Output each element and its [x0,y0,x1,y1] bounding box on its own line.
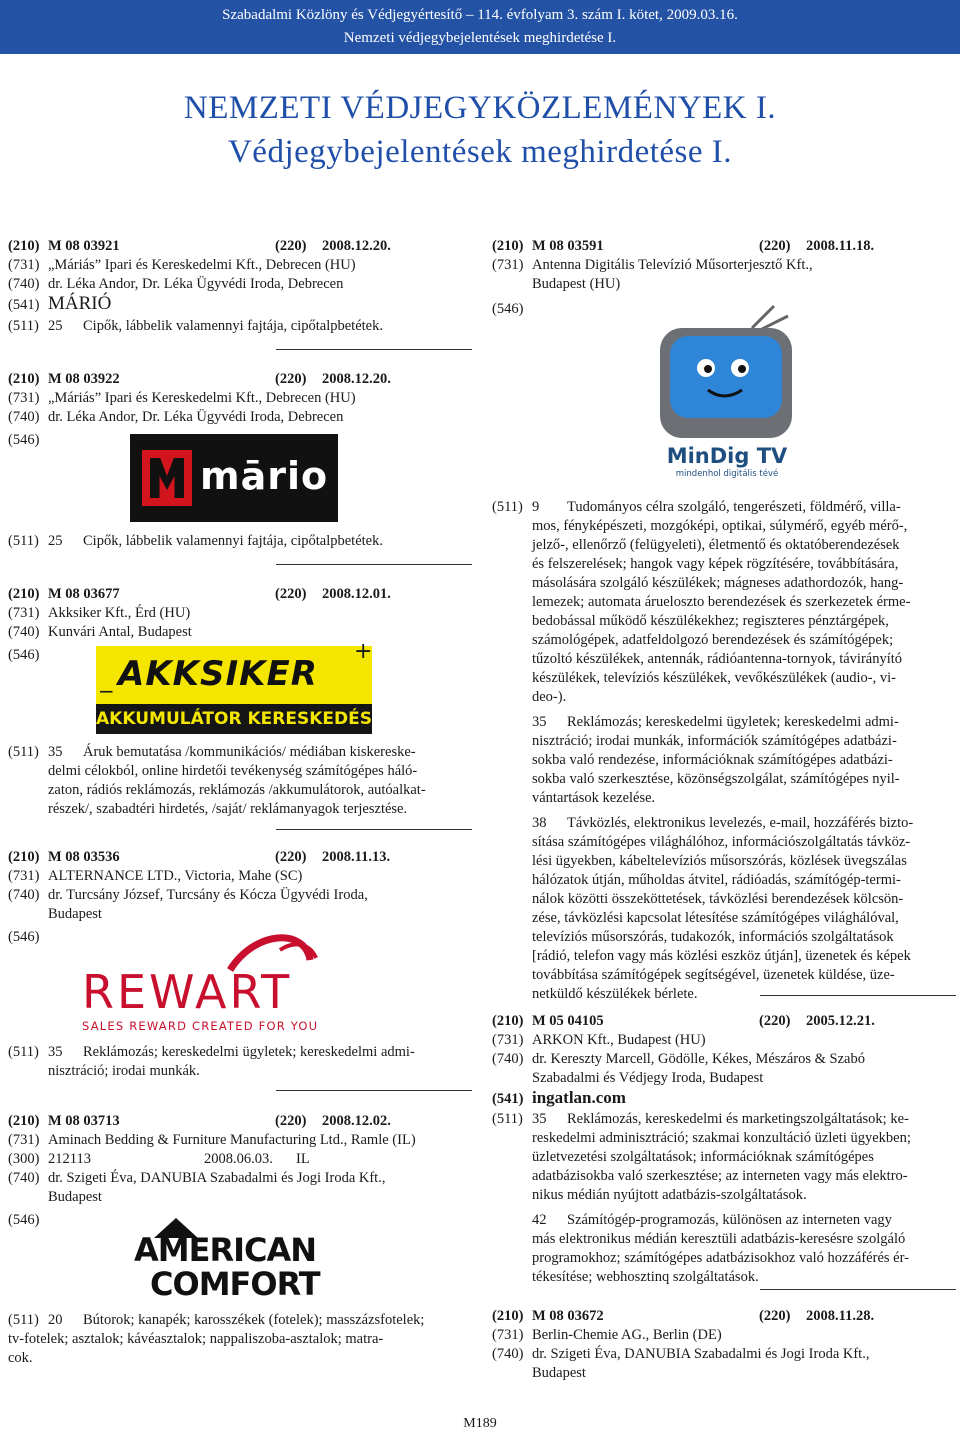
main-title: NEMZETI VÉDJEGYKÖZLEMÉNYEK I. [183,90,777,126]
entry-m0803677: (210) M 08 03677 (220) 2008.12.01. (731) Akksiker Kft., Érd (HU) (740) Kunvári Antal, Budapest (546) [8,586,391,663]
page-number: M189 [463,1416,497,1431]
entry-m0803921: (210) M 08 03921 (220) 2008.12.20. (731) „Máriás” Ipari és Kereskedelmi Kft., Debrecen (HU) (740) dr. Léka Andor, Dr. Léka Ügyvédi Iroda, Debrecen (541) MÁRIÓ (511) 25 Cipők, lábbelik valamennyi fajtája, cipőtalpbetétek. [8,238,391,334]
separator [276,349,472,350]
mario-logo: mārio [130,434,338,522]
separator [276,564,472,565]
entry-m0803672: (210) M 08 03672 (220) 2008.11.28. (731) Berlin-Chemie AG., Berlin (DE) (740) dr. Szigeti Éva, DANUBIA Szabadalmi és Jogi Iroda Kft., Budapest [492,1308,875,1381]
entry-m0504105: (210) M 05 04105 (220) 2005.12.21. (731) ARKON Kft., Budapest (HU) (740) dr. Kereszty Marcell, Gödölle, Kékes, Mészáros & Szabó Szabadalmi és Védjegy Iroda, Budapest (541) ingatlan.com (511) 35 Reklámozás, kereskedelmi és marketingszolgáltatások; ke- reskedelmi adminisztráció; szakmai konzultáció üzleti ügyekben; üzletvezetési szolgáltatások; információknak számítógépes adatbázisokba való szerkesztése; az interneten vagy más elektro- nikus médián nyújtott adatbázis-szolgáltatások. 42 Számítógép-programozás, különösen az interneten vagy más elektronikus médián keresztüli adatbázis-keresésre szolgáló programokhoz; számítógépes adatbázisokhoz való hozzáférés ér- tékesítése; webhosztinq szolgáltatások. [492,1013,911,1285]
separator [760,995,956,996]
word-mark: ingatlan.com [532,1088,626,1107]
american-comfort-logo: AMERICAN COMFORT [134,1214,334,1306]
separator [276,829,472,830]
page-header [0,0,960,54]
rewart-logo: REWART SALES REWARD CREATED FOR YOU [80,930,390,1036]
separator [276,1090,472,1091]
subtitle: Védjegybejelentések meghirdetése I. [227,134,733,170]
entry-m0803922: (210) M 08 03922 (220) 2008.12.20. (731) „Máriás” Ipari és Kereskedelmi Kft., Debrecen (HU) (740) dr. Léka Andor, Dr. Léka Ügyvédi Iroda, Debrecen (546) [8,371,391,448]
mindig-tv-logo: MinDig TV mindenhol digitális tévé [656,298,798,488]
journal-title: Szabadalmi Közlöny és Védjegyértesítő – 114. évfolyam 3. szám I. kötet, 2009.03.16. [222,7,738,23]
word-mark: MÁRIÓ [48,293,112,314]
section-title: Nemzeti védjegybejelentések meghirdetése I. [343,30,617,46]
entry-m0803536: (210) M 08 03536 (220) 2008.11.13. (731) ALTERNANCE LTD., Victoria, Mahe (SC) (740) dr. Turcsány József, Turcsány és Kócza Ügyvédi Iroda, Budapest (546) [8,849,391,945]
separator [760,1289,956,1290]
entry-m0803591: (210) M 08 03591 (220) 2008.11.18. (731) Antenna Digitális Televízió Műsorterjesztő Kft., Budapest (HU) (546) [492,238,875,317]
entry-m0803591-classes: (511) 9 Tudományos célra szolgáló, tengerészeti, földmérő, villa- mos, fényképészeti, mozgóképi, optikai, súlymérő, egyéb mérő-, jelző-, ellenőrző (felügyeleti), életmentő és oktatóberendezések és felszerelések; hangok vagy képek rögzítésére, továbbítására, másolására szolgáló készülékek; mágneses adathordozók, hang- lemezek; automata árueloszto berendezések és szerkezetek érme- bedobással működő készülékekhez; regiszteres pénztárgépek, számológépek, adatfeldolgozó berendezések és számítógépek; tűzoltó készülékek, antennák, rádióantenna-tornyok, távirányító készülékek, televíziós készülékek, vevőkészülékek (audio-, vi- deo-). 35 Reklámozás; kereskedelmi ügyletek; kereskedelmi admi- nisztráció; irodai munkák, információk számítógépes adatbázi- sokba való rendezése, információknak számítógépes adatbázi- sokba való szerkesztése, közönségszolgálat, számítógépes nyil- vántartások kezelése. 38 Távközlés, elektronikus levelezés, e-mail, hozzáférés bizto- sítása számítógépes világhálóhoz, információszolgáltatás távköz- lési ügyekben, kábeltelevíziós műsorszórás, közlések üvegszálas hálózatok útján, műholdas átvitel, rádióadás, számítógép-termi- nálok közötti összeköttetések, távközlési berendezések kölcsön- zése, távközlési kapcsolat létesítése számítógépes világhálóval, televíziós műsorszórás, tudakozók, információs szolgáltatások [rádió, telefon vagy más közlési eszköz útján], üzenetek és képek továbbítása számítógépek segítségével, üzenetek küldése, üze- netküldő készülékek bérlete. [492,499,914,1002]
akksiker-logo: + − AKKSIKER AKKUMULÁTOR KERESKEDÉS [96,646,372,734]
entry-m0803713: (210) M 08 03713 (220) 2008.12.02. (731) Aminach Bedding & Furniture Manufacturing Ltd., Ramle (IL) (300) 212113 2008.06.03. IL (740) dr. Szigeti Éva, DANUBIA Szabadalmi és Jogi Iroda Kft., Budapest (546) [8,1113,416,1228]
